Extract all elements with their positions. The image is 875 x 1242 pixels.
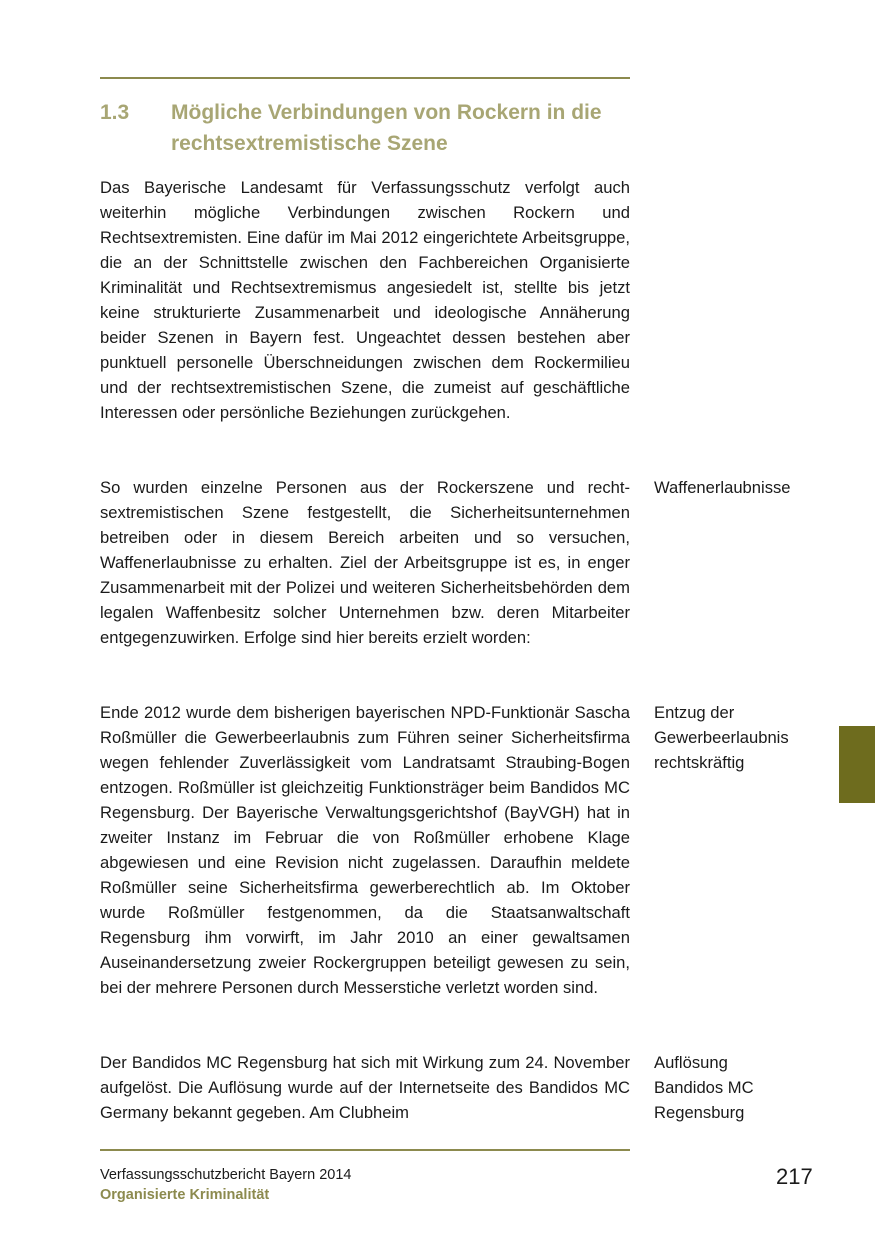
page-number: 217 <box>776 1164 813 1189</box>
chapter-side-tab <box>839 726 875 803</box>
top-rule <box>100 77 630 79</box>
footer-publication-title: Verfassungsschutzbericht Bayern 2014 <box>100 1167 352 1183</box>
margin-note-line: Regensburg <box>654 1103 745 1122</box>
body-paragraph-3: Ende 2012 wurde dem bisherigen bayerischen NPD-Funktionär Sascha Roßmüller die Gewerbeerlaubnis zum Führen seiner Sicherheitsfirma wegen fehlender Zuverlässigkeit vom Landratsamt Straubing-Bogen entzogen. Roßmüller ist gleichzeitig Funktionsträger beim Bandidos MC Regensburg. Der Bayerische Verwaltungsgerichtshof (BayVGH) hat in zweiter Instanz im Februar die von Roßmüller erhobene Klage abgewiesen und eine Revision nicht zugelassen. Daraufhin meldete Roßmüller seine Sicherheitsfirma gewerberechtlich ab. Im Oktober wurde Roßmüller festgenommen, da die Staatsanwaltschaft Regensburg ihm vorwirft, im Jahr 2010 an einer gewaltsamen Auseinandersetzung zweier Rockergruppen beteiligt gewesen zu sein, bei der mehrere Personen durch Messerstiche verletzt worden sind. <box>100 703 630 997</box>
margin-note-line: Entzug der <box>654 703 735 722</box>
margin-note-waffenerlaubnisse <box>654 475 854 500</box>
margin-note-line: Bandidos MC <box>654 1078 754 1097</box>
section-number: 1.3 <box>100 101 130 124</box>
body-paragraph-4: Der Bandidos MC Regensburg hat sich mit Wirkung zum 24. November aufgelöst. Die Auflösung wurde auf der Internetseite des Bandidos MC Germany bekannt gegeben. Am Clubheim <box>100 1053 630 1122</box>
margin-note-line: rechtskräftig <box>654 753 745 772</box>
margin-note-line: Gewerbeerlaubnis <box>654 728 789 747</box>
margin-note-line: Waffenerlaubnisse <box>654 478 791 497</box>
footer-chapter-title: Organisierte Kriminalität <box>100 1187 270 1203</box>
body-paragraph-1: Das Bayerische Landesamt für Verfassungsschutz verfolgt auch weiterhin mögliche Verbindungen zwischen Rockern und Rechtsextremisten. Eine dafür im Mai 2012 eingerichtete Arbeitsgruppe, die an der Schnittstelle zwischen den Fachbereichen Organisierte Kriminalität und Rechtsextremismus angesiedelt ist, stellte bis jetzt keine strukturierte Zusammenarbeit und ideologische Annäherung beider Szenen in Bayern fest. Ungeachtet dessen bestehen aber punktuell personelle Überschneidungen zwischen dem Rockermilieu und der rechtsextremistischen Szene, die zumeist auf geschäftliche Interessen oder persönliche Beziehungen zurückgehen. <box>100 178 630 422</box>
margin-note-aufloesung <box>654 1050 854 1125</box>
margin-note-entzug <box>654 700 854 775</box>
margin-note-line: Auflösung <box>654 1053 728 1072</box>
section-title: Mögliche Verbindungen von Rockern in die rechtsextremistische Szene <box>171 101 602 155</box>
body-paragraph-2: So wurden einzelne Personen aus der Rockerszene und rechtsextremistischen Szene festgestellt, die Sicherheitsunternehmen betreiben oder in diesem Bereich arbeiten und so versuchen, Waffenerlaubnisse zu erhalten. Ziel der Arbeitsgruppe ist es, in enger Zusammenarbeit mit der Polizei und weiteren Sicherheitsbehörden dem legalen Waffenbesitz solcher Unternehmen bzw. deren Mitarbeiter entgegenzuwirken. Erfolge sind hier bereits erzielt worden: <box>100 478 630 647</box>
bottom-rule <box>100 1149 630 1151</box>
